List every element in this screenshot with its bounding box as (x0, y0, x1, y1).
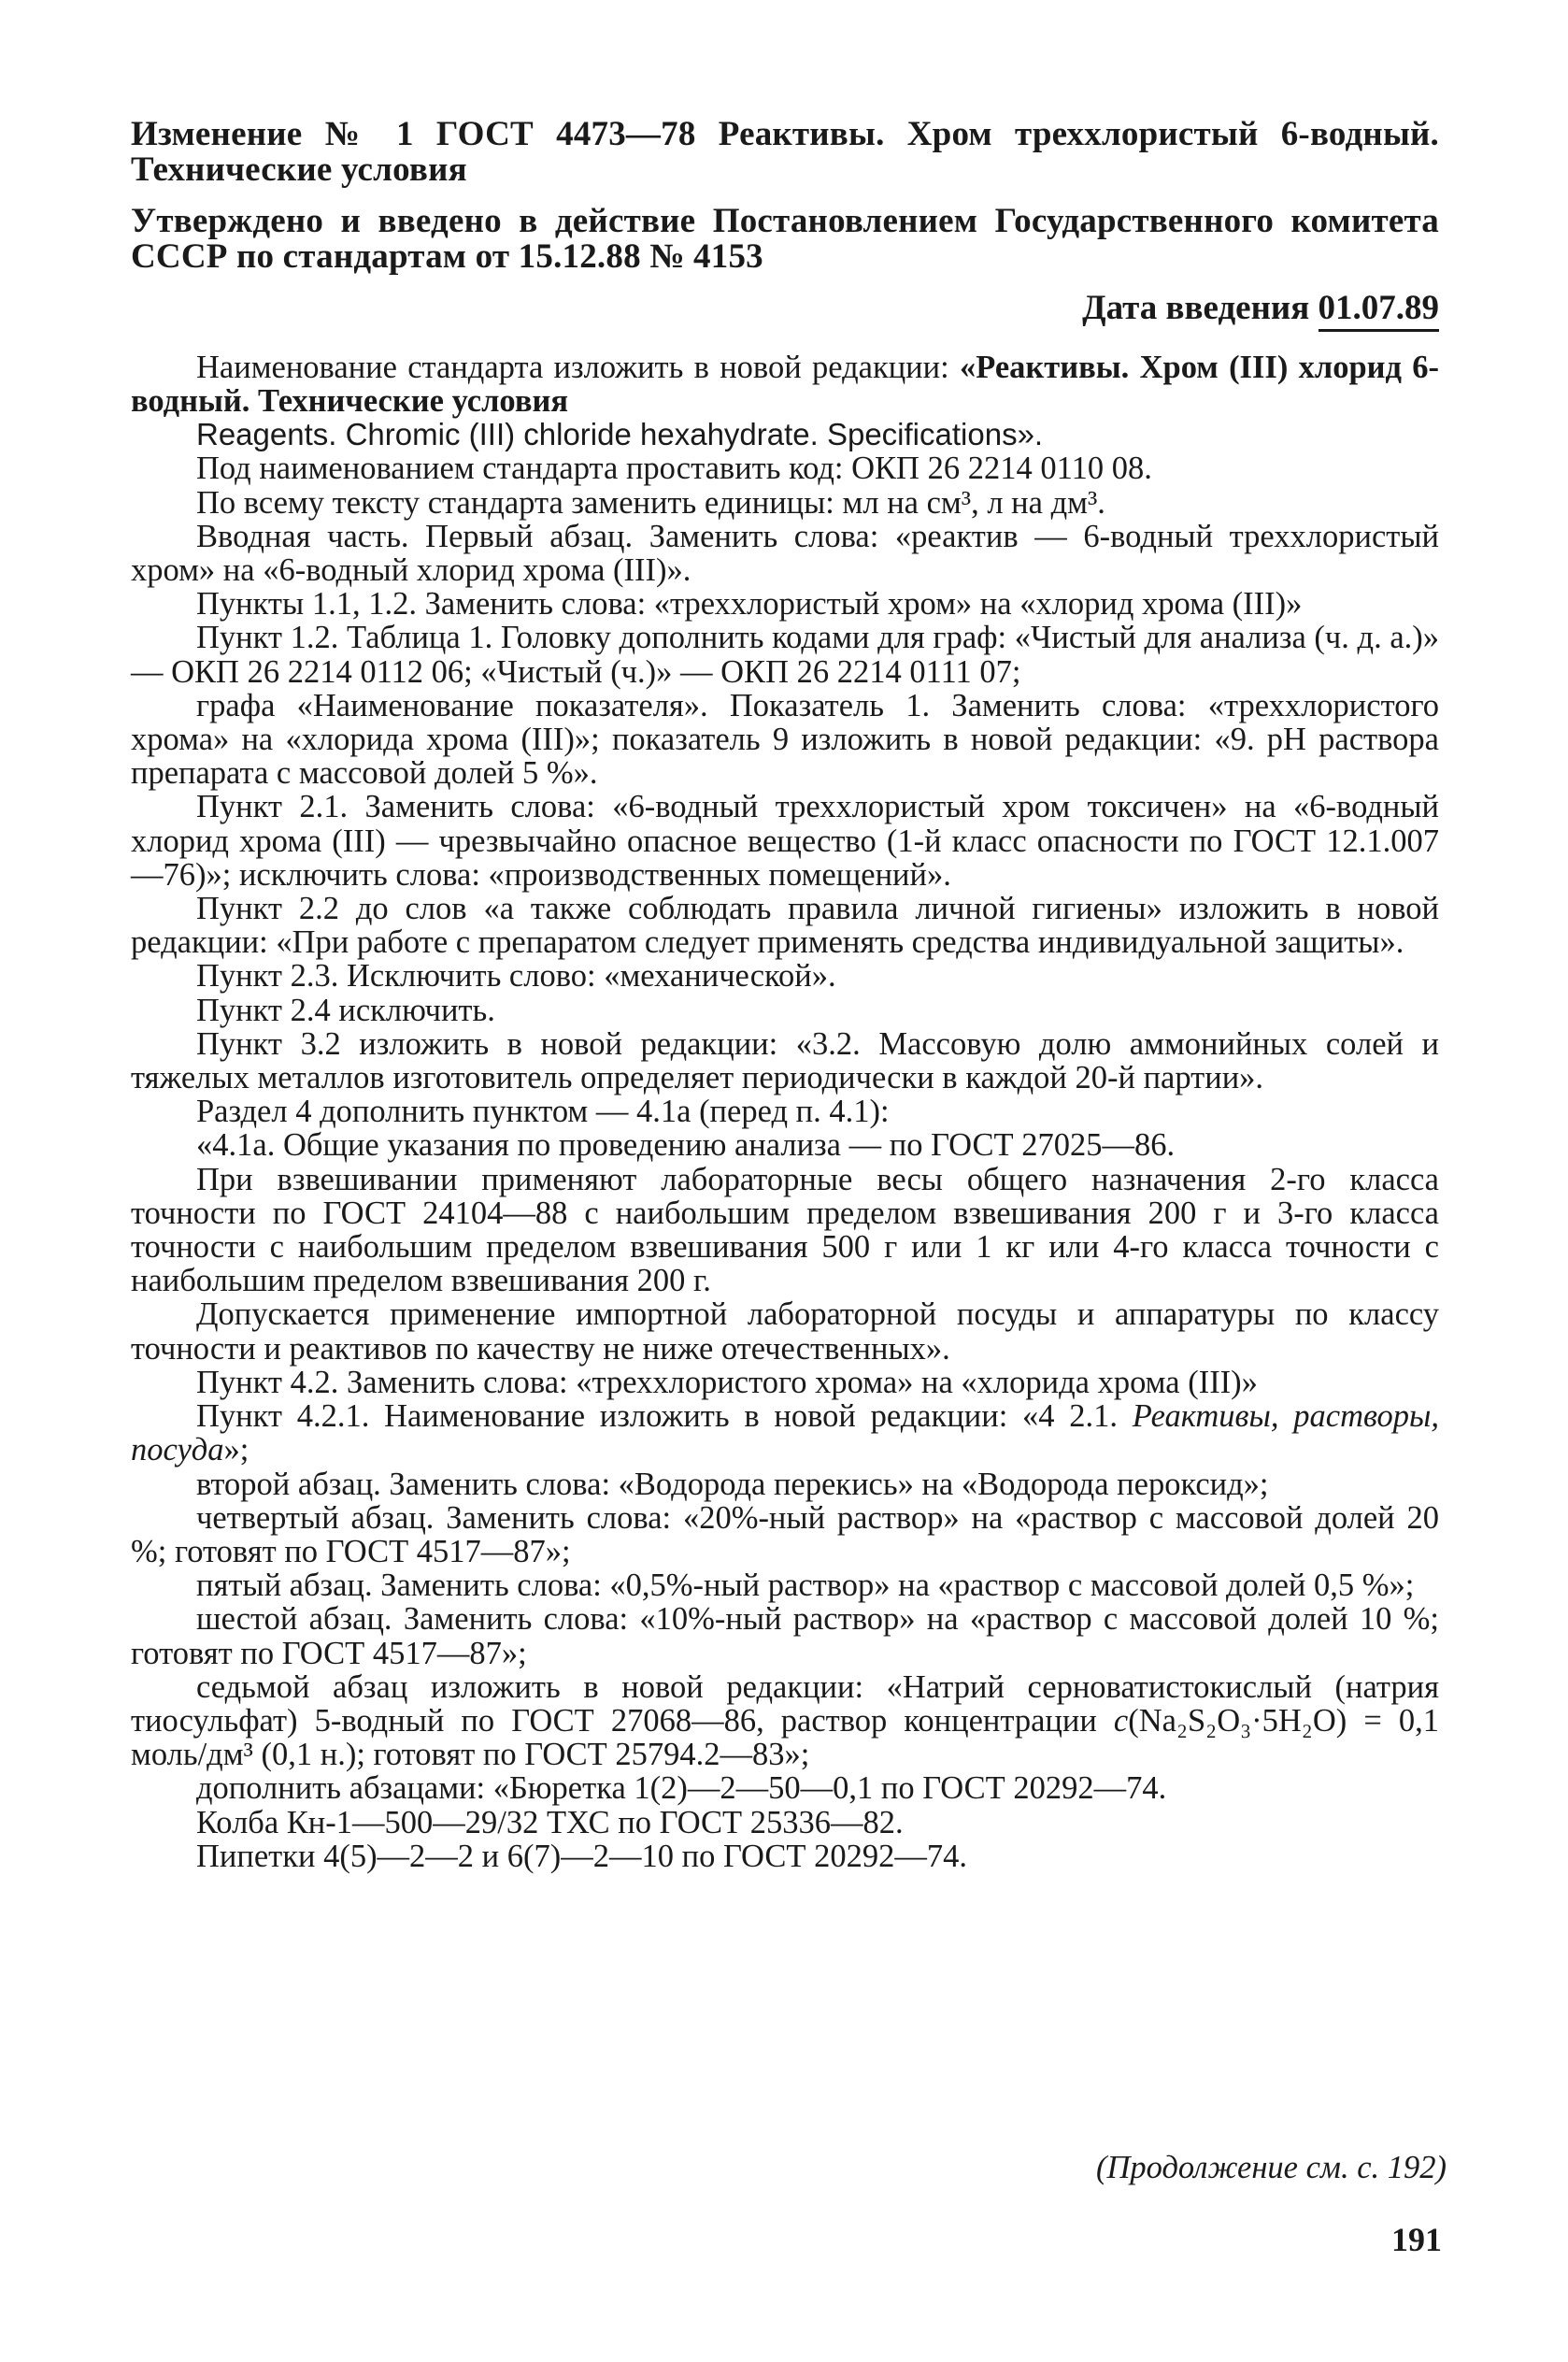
document-header (131, 117, 1439, 326)
change-title: Изменение № 1 ГОСТ 4473—78 Реактивы. Хром треххлористый 6-водный. Технические условия (131, 115, 1439, 189)
paragraph-25: дополнить абзацами: «Бюретка 1(2)—2—50—0,1 по ГОСТ 20292—74. (196, 1770, 1167, 1807)
paragraph-26: Колба Кн-1—500—29/32 ТХС по ГОСТ 25336—82. (196, 1804, 904, 1840)
paragraph-12: Пункт 2.4 исключить. (196, 992, 495, 1028)
paragraph-22: пятый абзац. Заменить слова: «0,5%-ный раствор» на «раствор с массовой долей 0,5 %»; (196, 1568, 1415, 1604)
paragraph-19 (131, 1399, 1439, 1467)
paragraph-10: Пункт 2.2 до слов «а также соблюдать правила личной гигиены» изложить в новой редакции: «При работе с препаратом следует применять средства индивидуальной защиты». (131, 891, 1439, 961)
paragraph-16: При взвешивании применяют лабораторные весы общего назначения 2-го класса точности по ГОСТ 24104—88 с наибольшим пределом взвешивания 200 г и 3-го класса точности с наибольшим пределом взвешивания 500 г или 1 кг или 4-го класса точности с наибольшим пределом взвешивания 200 г. (131, 1161, 1439, 1299)
paragraph-4: По всему тексту стандарта заменить единицы: мл на см³, л на дм³. (196, 484, 1105, 521)
effective-date-label: Дата введения (1082, 289, 1310, 327)
paragraph-21: четвертый абзац. Заменить слова: «20%-ный раствор» на «раствор с массовой долей 20 %; готовят по ГОСТ 4517—87»; (131, 1499, 1439, 1569)
paragraph-24-tail: (Na₂S₂O₃·5H₂O) = 0,1 моль/дм³ (0,1 н.); готовят по ГОСТ 25794.2—83»; (131, 1702, 1439, 1773)
paragraph-7: Пункт 1.2. Таблица 1. Головку дополнить кодами для граф: «Чистый для анализа (ч. д. а.)» — ОКП 26 2214 0112 06; «Чистый (ч.)» — ОКП 26 2214 0111 07; (131, 620, 1439, 690)
paragraph-24 (131, 1670, 1439, 1772)
paragraph-19-italic: Реактивы, растворы, посуда (131, 1398, 1439, 1468)
paragraph-20: второй абзац. Заменить слова: «Водорода перекись» на «Водорода пероксид»; (196, 1466, 1269, 1502)
continuation-note: (Продолжение см. с. 192) (1096, 2150, 1447, 2185)
paragraph-13: Пункт 3.2 изложить в новой редакции: «3.2. Массовую долю аммонийных солей и тяжелых металлов изготовитель определяет периодически в каждой 20-й партии». (131, 1025, 1439, 1096)
paragraph-14: Раздел 4 дополнить пунктом — 4.1а (перед п. 4.1): (196, 1094, 890, 1130)
paragraph-24-text: седьмой абзац изложить в новой редакции: «Натрий серноватистокислый (натрия тиосульфат) 5-водный по ГОСТ 27068—86, раствор концентрации (131, 1668, 1439, 1739)
paragraph-27: Пипетки 4(5)—2—2 и 6(7)—2—10 по ГОСТ 20292—74. (196, 1838, 967, 1874)
paragraph-9: Пункт 2.1. Заменить слова: «6-водный треххлористый хром токсичен» на «6-водный хлорид хрома (III) — чрезвычайно опасное вещество (1-й класс опасности по ГОСТ 12.1.007—76)»; исключить слова: «производственных помещений». (131, 789, 1439, 893)
paragraph-24-italic: c (1113, 1702, 1129, 1739)
paragraph-19-text: Пункт 4.2.1. Наименование изложить в новой редакции: «4 2.1. (196, 1398, 1133, 1435)
paragraph-6: Пункты 1.1, 1.2. Заменить слова: «треххлористый хром» на «хлорид хрома (III)» (196, 586, 1303, 623)
paragraph-11: Пункт 2.3. Исключить слово: «механической». (196, 958, 836, 995)
document-body (131, 351, 1439, 1873)
effective-date-value: 01.07.89 (1319, 289, 1440, 332)
effective-date (131, 291, 1439, 326)
paragraph-8: графа «Наименование показателя». Показатель 1. Заменить слова: «треххлористого хрома» на «хлорида хрома (III)»; показатель 9 изложить в новой редакции: «9. pH раствора препарата с массовой долей 5 %». (131, 687, 1439, 792)
paragraph-23: шестой абзац. Заменить слова: «10%-ный раствор» на «раствор с массовой долей 10 %; готовят по ГОСТ 4517—87»; (131, 1601, 1439, 1671)
paragraph-2: Reagents. Chromic (III) chloride hexahydrate. Specifications». (196, 417, 1044, 452)
paragraph-1-bold: «Реактивы. Хром (III) хлорид 6-водный. Технические условия (131, 350, 1440, 420)
paragraph-17: Допускается применение импортной лабораторной посуды и аппаратуры по классу точности и реактивов по качеству не ниже отечественных». (131, 1296, 1439, 1367)
paragraph-15: «4.1а. Общие указания по проведению анализа — по ГОСТ 27025—86. (196, 1127, 1176, 1164)
approval-statement: Утверждено и введено в действие Постановлением Государственного комитета СССР по стандартам от 15.12.88 № 4153 (131, 202, 1439, 276)
paragraph-19-tail: »; (223, 1432, 249, 1468)
paragraph-18: Пункт 4.2. Заменить слова: «треххлористого хрома» на «хлорида хрома (III)» (196, 1364, 1258, 1400)
paragraph-1 (131, 351, 1439, 418)
paragraph-1-text: Наименование стандарта изложить в новой редакции: (196, 350, 960, 385)
page-number: 191 (1391, 2221, 1442, 2258)
paragraph-3: Под наименованием стандарта проставить код: ОКП 26 2214 0110 08. (196, 451, 1152, 487)
paragraph-5: Вводная часть. Первый абзац. Заменить слова: «реактив — 6-водный треххлористый хром» на «6-водный хлорид хрома (III)». (131, 518, 1439, 589)
